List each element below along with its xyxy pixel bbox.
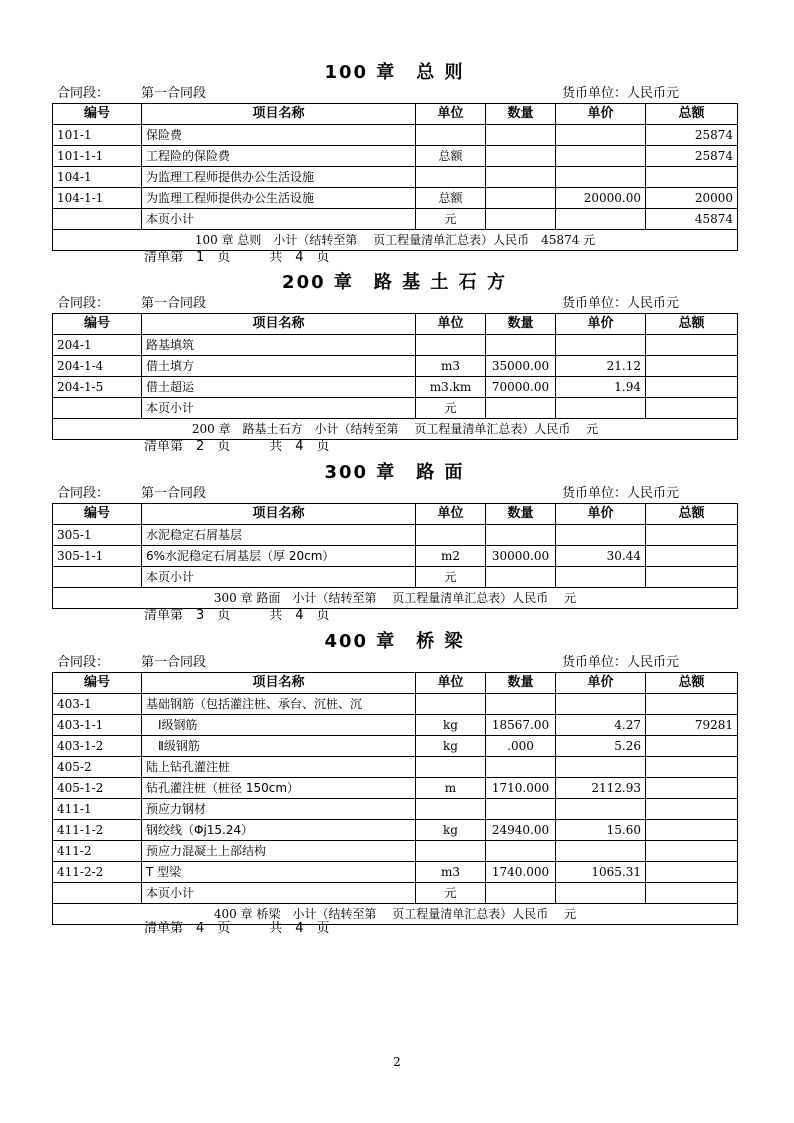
chapter-summary: 200 章 路基土石方 小计（结转至第 页工程量清单汇总表）人民币 元 (53, 419, 738, 440)
table-row (53, 715, 738, 736)
item-code: 101-1-1 (53, 146, 142, 167)
subtotal-row (53, 883, 738, 904)
item-qty (486, 167, 556, 188)
currency-unit: 货币单位：人民币元 (562, 296, 680, 311)
item-total (646, 398, 738, 419)
header-code: 编号 (53, 104, 142, 125)
item-code (53, 398, 142, 419)
table-row (53, 146, 738, 167)
table-header-row (53, 504, 738, 525)
item-name: 基础钢筋（包括灌注桩、承台、沉桩、沉 (142, 694, 416, 715)
table-row (53, 335, 738, 356)
item-qty (486, 398, 556, 419)
item-code: 403-1-1 (53, 715, 142, 736)
item-qty: 30000.00 (486, 546, 556, 567)
item-qty (486, 525, 556, 546)
table-row (53, 841, 738, 862)
item-unit (416, 757, 486, 778)
item-code: 411-1 (53, 799, 142, 820)
item-price (556, 799, 646, 820)
item-code: 305-1 (53, 525, 142, 546)
item-unit (416, 335, 486, 356)
item-qty: 24940.00 (486, 820, 556, 841)
item-name: 预应力混凝土上部结构 (142, 841, 416, 862)
header-qty: 数量 (486, 314, 556, 335)
item-code: 411-2-2 (53, 862, 142, 883)
header-name: 项目名称 (142, 314, 416, 335)
item-total (646, 546, 738, 567)
item-code: 411-1-2 (53, 820, 142, 841)
contract-label: 合同段： (57, 655, 110, 670)
item-name: 为监理工程师提供办公生活设施 (142, 167, 416, 188)
subtotal-row (53, 567, 738, 588)
item-name: 陆上钻孔灌注桩 (142, 757, 416, 778)
contract-value: 第一合同段 (141, 296, 207, 311)
item-code: 204-1-5 (53, 377, 142, 398)
item-price: 20000.00 (556, 188, 646, 209)
item-code: 405-2 (53, 757, 142, 778)
item-name: 本页小计 (142, 398, 416, 419)
item-qty (486, 567, 556, 588)
item-code (53, 883, 142, 904)
table-row (53, 820, 738, 841)
item-unit: kg (416, 736, 486, 757)
item-price (556, 209, 646, 230)
table-row (53, 862, 738, 883)
header-code: 编号 (53, 504, 142, 525)
header-unit: 单位 (416, 314, 486, 335)
item-name: 预应力钢材 (142, 799, 416, 820)
item-qty (486, 125, 556, 146)
sheet-number: 清单第 2 页 共 4 页 (144, 439, 330, 454)
header-total: 总额 (646, 104, 738, 125)
table-header-row (53, 104, 738, 125)
header-name: 项目名称 (142, 673, 416, 694)
item-qty: 18567.00 (486, 715, 556, 736)
item-total: 20000 (646, 188, 738, 209)
item-total (646, 820, 738, 841)
item-total (646, 567, 738, 588)
item-unit: 元 (416, 567, 486, 588)
item-unit: 总额 (416, 188, 486, 209)
currency-unit: 货币单位：人民币元 (562, 86, 680, 101)
sheet-number: 清单第 1 页 共 4 页 (144, 250, 330, 265)
section-chapter-100 (52, 58, 737, 268)
item-price: 2112.93 (556, 778, 646, 799)
chapter-title: 100 章 总 则 (324, 62, 465, 83)
item-qty: 1740.000 (486, 862, 556, 883)
contract-meta-row (52, 296, 737, 312)
header-price: 单价 (556, 104, 646, 125)
item-price (556, 567, 646, 588)
header-total: 总额 (646, 673, 738, 694)
contract-label: 合同段： (57, 486, 110, 501)
item-qty: 35000.00 (486, 356, 556, 377)
item-code: 204-1 (53, 335, 142, 356)
item-total (646, 335, 738, 356)
header-qty: 数量 (486, 104, 556, 125)
table-row (53, 125, 738, 146)
bill-table (52, 503, 738, 609)
table-row (53, 525, 738, 546)
sheet-number: 清单第 3 页 共 4 页 (144, 608, 330, 623)
item-unit: 元 (416, 883, 486, 904)
item-unit: 元 (416, 209, 486, 230)
item-unit: kg (416, 715, 486, 736)
item-unit: m3 (416, 356, 486, 377)
item-total: 79281 (646, 715, 738, 736)
item-qty (486, 335, 556, 356)
contract-meta-row (52, 655, 737, 671)
item-code (53, 209, 142, 230)
header-total: 总额 (646, 314, 738, 335)
item-unit (416, 525, 486, 546)
header-unit: 单位 (416, 673, 486, 694)
item-total (646, 167, 738, 188)
item-name: 借土填方 (142, 356, 416, 377)
chapter-summary: 300 章 路面 小计（结转至第 页工程量清单汇总表）人民币 元 (53, 588, 738, 609)
item-qty: 1710.000 (486, 778, 556, 799)
item-total: 25874 (646, 146, 738, 167)
item-qty (486, 188, 556, 209)
chapter-title: 400 章 桥 梁 (324, 631, 465, 652)
item-unit: 总额 (416, 146, 486, 167)
contract-label: 合同段： (57, 296, 110, 311)
item-qty: .000 (486, 736, 556, 757)
item-total (646, 525, 738, 546)
item-price (556, 841, 646, 862)
item-qty (486, 883, 556, 904)
item-total (646, 377, 738, 398)
table-header-row (53, 673, 738, 694)
item-price (556, 167, 646, 188)
contract-meta-row (52, 86, 737, 102)
item-name: 钻孔灌注桩（桩径 150cm） (142, 778, 416, 799)
summary-row (53, 588, 738, 609)
item-total (646, 883, 738, 904)
item-qty (486, 799, 556, 820)
header-total: 总额 (646, 504, 738, 525)
chapter-title: 200 章 路 基 土 石 方 (282, 272, 507, 293)
item-name: 水泥稳定石屑基层 (142, 525, 416, 546)
contract-value: 第一合同段 (141, 86, 207, 101)
item-unit: m3.km (416, 377, 486, 398)
item-price: 15.60 (556, 820, 646, 841)
chapter-title: 300 章 路 面 (324, 462, 465, 483)
item-total (646, 694, 738, 715)
item-code: 305-1-1 (53, 546, 142, 567)
header-code: 编号 (53, 673, 142, 694)
item-price: 30.44 (556, 546, 646, 567)
item-code: 403-1 (53, 694, 142, 715)
item-total: 45874 (646, 209, 738, 230)
item-name: 借土超运 (142, 377, 416, 398)
item-price (556, 525, 646, 546)
chapter-summary: 400 章 桥梁 小计（结转至第 页工程量清单汇总表）人民币 元 (53, 904, 738, 925)
summary-row (53, 230, 738, 251)
table-row (53, 167, 738, 188)
item-code: 411-2 (53, 841, 142, 862)
header-name: 项目名称 (142, 504, 416, 525)
item-name: 本页小计 (142, 883, 416, 904)
table-header-row (53, 314, 738, 335)
table-row (53, 778, 738, 799)
item-unit (416, 841, 486, 862)
table-row (53, 188, 738, 209)
currency-unit: 货币单位：人民币元 (562, 486, 680, 501)
item-price: 21.12 (556, 356, 646, 377)
item-code: 104-1 (53, 167, 142, 188)
item-code: 204-1-4 (53, 356, 142, 377)
chapter-summary: 100 章 总则 小计（结转至第 页工程量清单汇总表）人民币 45874 元 (53, 230, 738, 251)
currency-unit: 货币单位：人民币元 (562, 655, 680, 670)
item-qty (486, 757, 556, 778)
section-chapter-200 (52, 270, 737, 460)
summary-row (53, 419, 738, 440)
item-price (556, 883, 646, 904)
item-total (646, 778, 738, 799)
item-name: 本页小计 (142, 567, 416, 588)
section-chapter-400 (52, 629, 737, 949)
item-name: 工程险的保险费 (142, 146, 416, 167)
header-qty: 数量 (486, 673, 556, 694)
item-name: Ⅰ级钢筋 (142, 715, 416, 736)
item-name: 为监理工程师提供办公生活设施 (142, 188, 416, 209)
item-code: 403-1-2 (53, 736, 142, 757)
item-unit: 元 (416, 398, 486, 419)
item-unit (416, 167, 486, 188)
header-price: 单价 (556, 673, 646, 694)
header-qty: 数量 (486, 504, 556, 525)
item-price (556, 398, 646, 419)
item-qty (486, 694, 556, 715)
bill-table (52, 672, 738, 925)
subtotal-row (53, 209, 738, 230)
item-price (556, 335, 646, 356)
contract-meta-row (52, 486, 737, 502)
item-price (556, 125, 646, 146)
item-price: 5.26 (556, 736, 646, 757)
item-total (646, 841, 738, 862)
item-qty: 70000.00 (486, 377, 556, 398)
item-price (556, 757, 646, 778)
item-name: 6%水泥稳定石屑基层（厚 20cm） (142, 546, 416, 567)
item-price (556, 694, 646, 715)
item-code: 101-1 (53, 125, 142, 146)
item-total (646, 862, 738, 883)
item-total (646, 736, 738, 757)
table-row (53, 799, 738, 820)
item-name: 路基填筑 (142, 335, 416, 356)
table-row (53, 377, 738, 398)
item-name: Ⅱ级钢筋 (142, 736, 416, 757)
item-unit: kg (416, 820, 486, 841)
contract-value: 第一合同段 (141, 655, 207, 670)
item-code: 104-1-1 (53, 188, 142, 209)
header-name: 项目名称 (142, 104, 416, 125)
item-qty (486, 209, 556, 230)
item-unit: m (416, 778, 486, 799)
contract-label: 合同段： (57, 86, 110, 101)
item-unit (416, 125, 486, 146)
item-price: 1.94 (556, 377, 646, 398)
item-code: 405-1-2 (53, 778, 142, 799)
header-price: 单价 (556, 314, 646, 335)
item-unit (416, 694, 486, 715)
table-row (53, 694, 738, 715)
section-chapter-300 (52, 460, 737, 630)
header-code: 编号 (53, 314, 142, 335)
item-qty (486, 146, 556, 167)
table-row (53, 736, 738, 757)
item-total: 25874 (646, 125, 738, 146)
item-name: T 型梁 (142, 862, 416, 883)
item-price (556, 146, 646, 167)
item-unit (416, 799, 486, 820)
item-unit: m3 (416, 862, 486, 883)
table-row (53, 546, 738, 567)
item-total (646, 356, 738, 377)
sheet-number: 清单第 4 页 共 4 页 (144, 921, 330, 936)
contract-value: 第一合同段 (141, 486, 207, 501)
item-total (646, 799, 738, 820)
item-price: 1065.31 (556, 862, 646, 883)
item-code (53, 567, 142, 588)
subtotal-row (53, 398, 738, 419)
item-name: 保险费 (142, 125, 416, 146)
table-row (53, 356, 738, 377)
item-qty (486, 841, 556, 862)
item-name: 钢绞线（Φj15.24） (142, 820, 416, 841)
bill-table (52, 313, 738, 440)
item-total (646, 757, 738, 778)
table-row (53, 757, 738, 778)
bill-table (52, 103, 738, 251)
item-unit: m2 (416, 546, 486, 567)
header-unit: 单位 (416, 504, 486, 525)
header-price: 单价 (556, 504, 646, 525)
item-price: 4.27 (556, 715, 646, 736)
item-name: 本页小计 (142, 209, 416, 230)
header-unit: 单位 (416, 104, 486, 125)
page-number: 2 (393, 1055, 401, 1069)
